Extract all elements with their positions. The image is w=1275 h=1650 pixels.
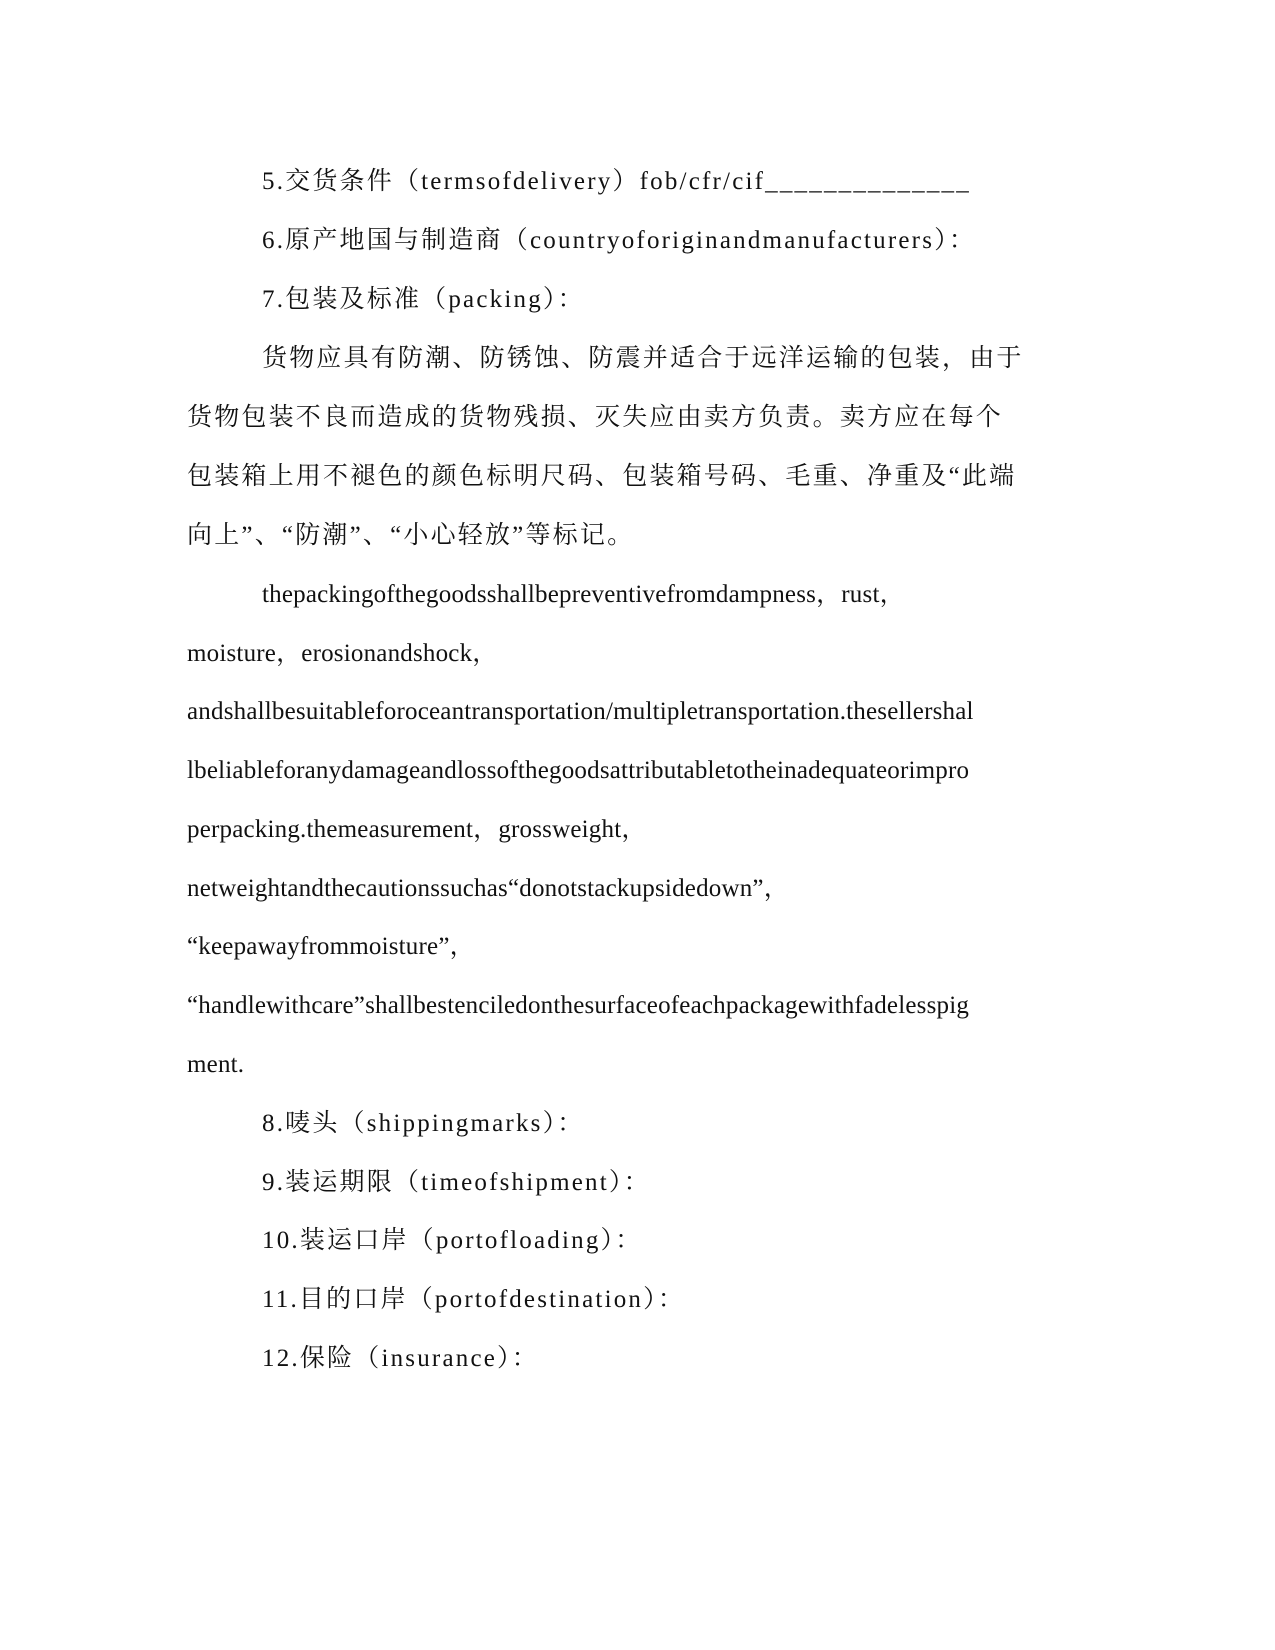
packing-cn-line: 货物包装不良而造成的货物残损、灭失应由卖方负责。卖方应在每个	[187, 404, 1004, 431]
item-8-shipping-marks: 8.唛头（shippingmarks）：	[262, 1110, 585, 1137]
packing-en-line: netweightandthecautionssuchas“donotstackupsidedown”，	[187, 875, 789, 902]
item-12-insurance: 12.保险（insurance）：	[262, 1345, 539, 1372]
packing-en-line: thepackingofthegoodsshallbepreventivefromdampness，rust，	[262, 581, 905, 608]
packing-cn-line: 货物应具有防潮、防锈蚀、防震并适合于远洋运输的包装，由于	[262, 345, 1024, 372]
packing-en-line: ment.	[187, 1051, 245, 1078]
packing-cn-line: 包装箱上用不褪色的颜色标明尺码、包装箱号码、毛重、净重及“此端	[187, 463, 1017, 490]
packing-en-line: lbeliableforanydamageandlossofthegoodsattributabletotheinadequateorimpro	[187, 757, 970, 784]
packing-en-line: moisture，erosionandshock，	[187, 640, 498, 667]
item-10-port-of-loading: 10.装运口岸（portofloading）：	[262, 1227, 643, 1254]
packing-en-line: “handlewithcare”shallbestenciledonthesurfaceofeachpackagewithfadelesspig	[187, 992, 970, 1019]
item-11-port-of-destination: 11.目的口岸（portofdestination）：	[262, 1286, 686, 1313]
packing-en-line: perpacking.themeasurement，grossweight，	[187, 816, 647, 843]
item-9-time-of-shipment: 9.装运期限（timeofshipment）：	[262, 1169, 651, 1196]
item-6-country-of-origin: 6.原产地国与制造商（countryoforiginandmanufacturers）：	[262, 227, 977, 254]
item-5-terms-of-delivery: 5.交货条件（termsofdelivery）fob/cfr/cif______________	[262, 168, 971, 195]
packing-en-line: “keepawayfrommoisture”，	[187, 933, 475, 960]
packing-cn-line: 向上”、“防潮”、“小心轻放”等标记。	[187, 522, 635, 549]
item-7-packing: 7.包装及标准（packing）：	[262, 286, 585, 313]
packing-en-line: andshallbesuitableforoceantransportation/multipletransportation.thesellershal	[187, 698, 974, 725]
